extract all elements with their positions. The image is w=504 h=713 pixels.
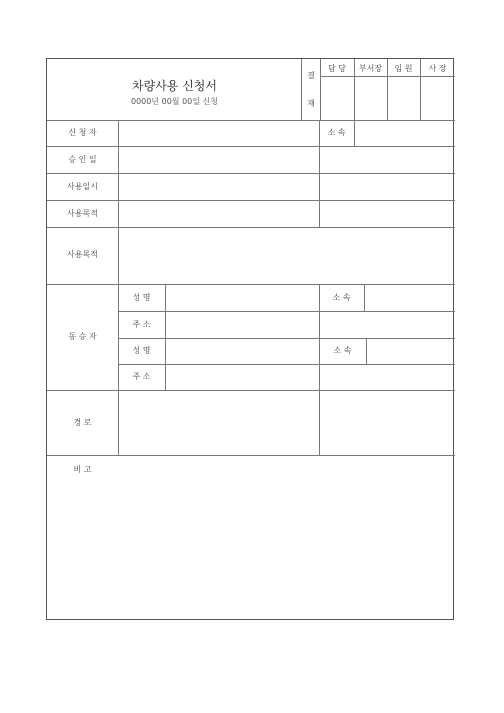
approval-label-top: 결 — [307, 71, 315, 80]
approval-col-dept-head: 부서장 — [358, 64, 383, 73]
companion-affiliation-field-2[interactable] — [367, 339, 455, 364]
affiliation-label: 소 속 — [327, 128, 346, 137]
approval-left-border — [301, 59, 302, 120]
applicant-label: 신 청 자 — [68, 128, 97, 137]
usage-purpose-field[interactable] — [119, 201, 319, 227]
form-title: 차량사용 신청서 — [132, 79, 217, 93]
row-line — [47, 455, 455, 456]
companion-affiliation-field-1[interactable] — [365, 285, 455, 311]
companion-name-field-2[interactable] — [166, 339, 319, 364]
route-label: 경 로 — [73, 418, 92, 427]
companion-address-field-1[interactable] — [166, 312, 319, 338]
usage-datetime-label: 사용일시 — [67, 182, 98, 191]
route-field[interactable] — [119, 391, 319, 455]
companions-label: 동 승 자 — [68, 332, 97, 341]
companion-affiliation-label-1: 소 속 — [332, 293, 351, 302]
approval-col-staff: 담 당 — [328, 64, 346, 73]
approval-date-label: 승 인 일 — [68, 155, 97, 164]
applicant-field[interactable] — [119, 121, 319, 146]
companion-name-label-1: 성 명 — [132, 293, 151, 302]
companion-affiliation-label-2: 소 속 — [333, 346, 352, 355]
usage-purpose-detail-field[interactable] — [119, 228, 455, 284]
companion-address-label-1: 주 소 — [132, 320, 151, 329]
approval-col-executive: 임 원 — [394, 64, 413, 73]
companion-address-field-2[interactable] — [166, 365, 319, 390]
request-date: 0000년 00월 00일 신청 — [131, 97, 218, 106]
usage-datetime-field[interactable] — [119, 174, 319, 200]
approval-label-bottom: 재 — [307, 99, 315, 108]
route-field-2[interactable] — [320, 391, 455, 455]
companion-address-label-2: 주 소 — [132, 372, 151, 381]
usage-purpose-label: 사용목적 — [67, 209, 98, 218]
vehicle-request-form — [46, 58, 454, 620]
affiliation-field[interactable] — [355, 121, 455, 146]
approval-date-field[interactable] — [119, 147, 319, 173]
approval-col-president: 사 장 — [428, 64, 447, 73]
companion-name-label-2: 성 명 — [132, 346, 151, 355]
usage-purpose-label-2: 사용목적 — [67, 250, 98, 259]
companion-name-field-1[interactable] — [166, 285, 319, 311]
remarks-label: 비 고 — [73, 465, 92, 474]
remarks-field[interactable] — [48, 479, 454, 619]
approval-header-line — [320, 76, 455, 77]
